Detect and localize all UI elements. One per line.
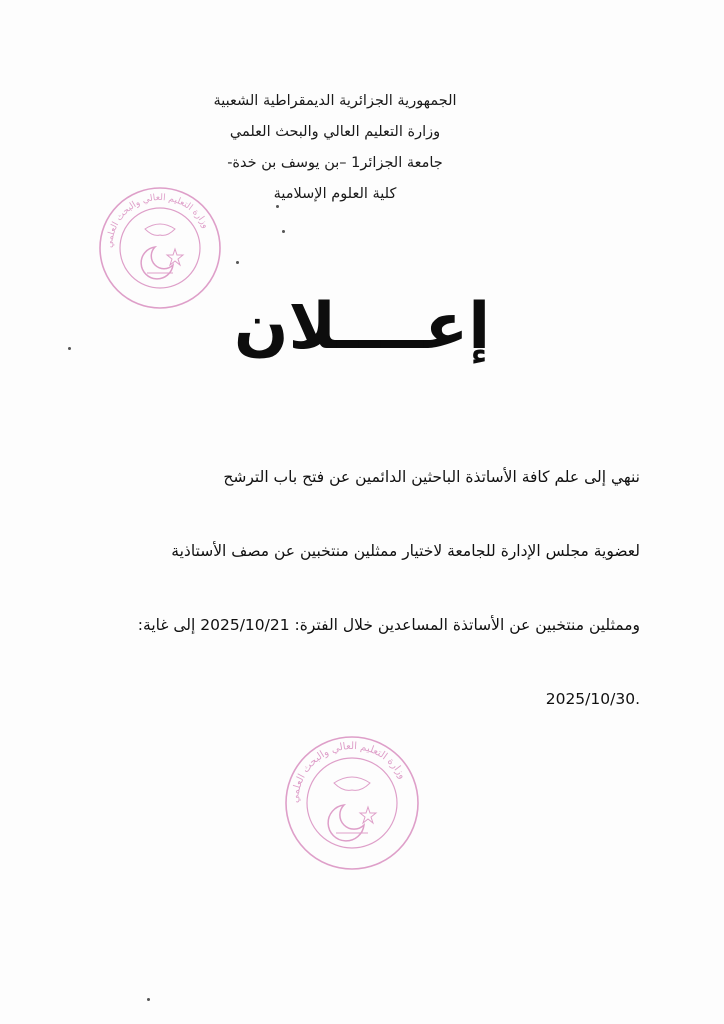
body-line-3: وممثلين منتخبين عن الأساتذة المساعدين خلال الفترة: 2025/10/21 إلى غاية: — [137, 616, 640, 634]
announcement-body — [60, 452, 640, 748]
body-line-1: ننهي إلى علم كافة الأساتذة الباحثين الدائمين عن فتح باب الترشح — [223, 468, 640, 486]
announcement-title: إعــــلان — [233, 290, 491, 364]
official-stamp-bottom — [282, 733, 422, 873]
scan-speck — [282, 230, 285, 233]
stamp-bottom-ring-text: وزارة التعليم العالي والبحث العلمي — [289, 740, 408, 804]
scan-speck — [147, 998, 150, 1001]
letterhead — [180, 86, 490, 210]
header-university: جامعة الجزائر1 –بن يوسف بن خدة- — [227, 155, 443, 171]
stamp-top-ring-text: وزارة التعليم العالي والبحث العلمي — [104, 192, 211, 249]
header-ministry: وزارة التعليم العالي والبحث العلمي — [229, 124, 441, 140]
header-faculty: كلية العلوم الإسلامية — [273, 186, 397, 202]
header-republic: الجمهورية الجزائرية الديمقراطية الشعبية — [213, 93, 457, 109]
scan-speck — [276, 205, 279, 208]
body-line-2: لعضوية مجلس الإدارة للجامعة لاختيار ممثلين منتخبين عن مصف الأستاذية — [171, 542, 640, 560]
scan-speck — [68, 347, 71, 350]
scan-speck — [236, 261, 239, 264]
body-line-4: .2025/10/30 — [545, 690, 640, 708]
